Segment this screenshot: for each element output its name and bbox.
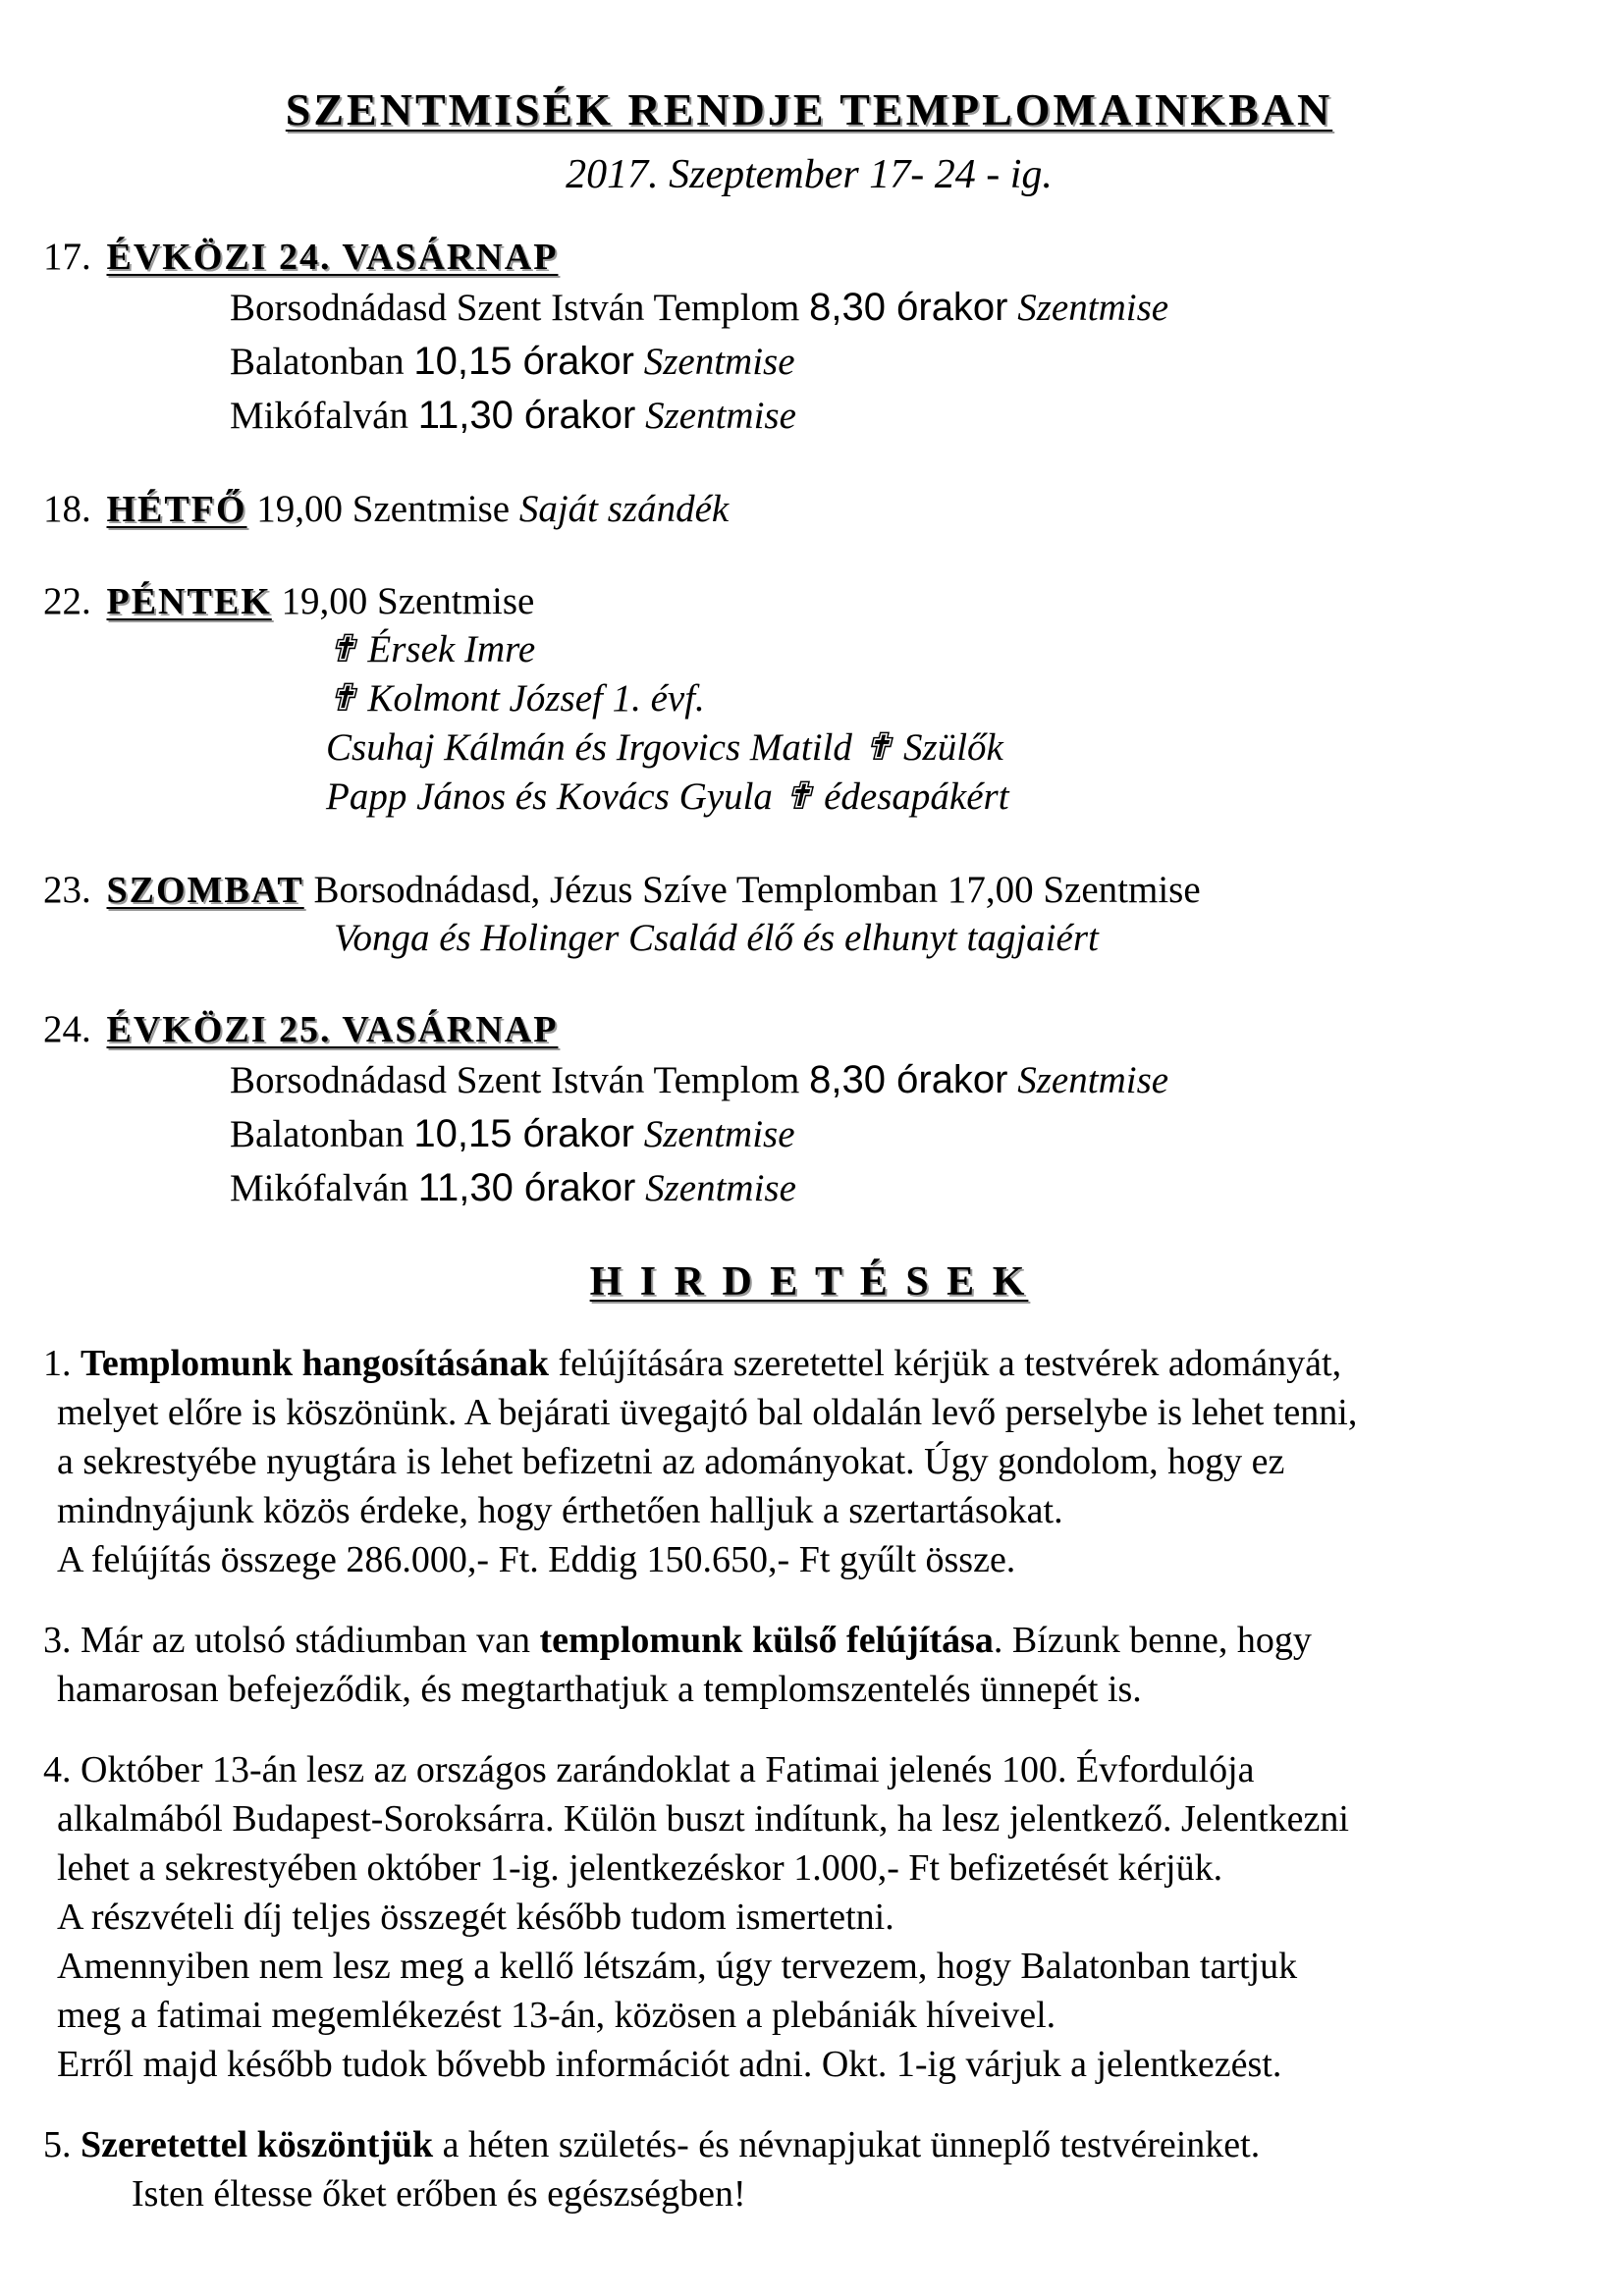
mass-time: 8,30 órakor: [809, 1058, 1008, 1101]
mass-time-text: 19,00 Szentmise: [256, 488, 511, 530]
section-heading: [43, 234, 1575, 281]
section-sunday-25: [43, 1006, 1575, 1215]
mass-line: [230, 1053, 1575, 1107]
intention-list: [334, 914, 1575, 963]
mass-label: Szentmise: [645, 1167, 796, 1209]
announcement-text: . Bízunk benne, hogy: [993, 1620, 1312, 1661]
mass-time-text: Borsodnádasd, Jézus Szíve Templomban 17,00 Szentmise: [313, 869, 1201, 911]
mass-label: Szentmise: [1017, 287, 1169, 329]
mass-time: 10,15 órakor: [413, 340, 634, 383]
mass-place: Mikófalván: [230, 395, 408, 437]
mass-place: Balatonban: [230, 341, 405, 383]
mass-place: Balatonban: [230, 1113, 405, 1155]
mass-list: [230, 281, 1575, 443]
announcement-line: lehet a sekrestyében október 1-ig. jelentkezéskor 1.000,- Ft befizetését kérjük.: [57, 1847, 1223, 1889]
mass-label: Szentmise: [645, 395, 796, 437]
section-monday: [43, 486, 1575, 533]
intention-line: ✟ Kolmont József 1. évf.: [326, 677, 705, 720]
announcement-line: 4. Október 13-án lesz az országos zarándoklat a Fatimai jelenés 100. Évfordulója: [43, 1749, 1255, 1790]
section-saturday: [43, 867, 1575, 963]
intention-line: Csuhaj Kálmán és Irgovics Matild ✟ Szülők: [326, 726, 1003, 769]
announcement-line: hamarosan befejeződik, és megtarthatjuk a templomszentelés ünnepét is.: [57, 1669, 1142, 1710]
section-heading: [43, 578, 1575, 625]
announcement-text: a héten születés- és névnapjukat ünneplő testvéreinket.: [433, 2124, 1261, 2165]
mass-place: Borsodnádasd Szent István Templom: [230, 287, 800, 329]
announcement-line: Isten éltesse őket erőben és egészségben!: [132, 2173, 746, 2215]
mass-line: [230, 389, 1575, 443]
announcement-4: [43, 1745, 1575, 2089]
section-heading: [43, 1006, 1575, 1053]
announcement-line: a sekrestyébe nyugtára is lehet befizetni az adományokat. Úgy gondolom, hogy ez: [57, 1441, 1285, 1482]
section-number: 23.: [43, 869, 91, 911]
mass-place: Mikófalván: [230, 1167, 408, 1209]
mass-line: [230, 1161, 1575, 1215]
mass-time-text: 19,00 Szentmise: [281, 580, 535, 622]
announcement-text: felújítására szeretettel kérjük a testvérek adományát,: [548, 1343, 1342, 1384]
announcement-3: [43, 1616, 1575, 1714]
intention-list: [326, 625, 1575, 822]
page-title: SZENTMISÉK RENDJE TEMPLOMAINKBAN: [285, 84, 1333, 134]
announcement-bold: templomunk külső felújítása: [539, 1620, 994, 1661]
announcement-line: A felújítás összege 286.000,- Ft. Eddig 150.650,- Ft gyűlt össze.: [57, 1539, 1016, 1580]
mass-line: [230, 335, 1575, 389]
announcement-text: 1.: [43, 1343, 81, 1384]
announcement-line: Amennyiben nem lesz meg a kellő létszám, úgy tervezem, hogy Balatonban tartjuk: [57, 1946, 1298, 1987]
mass-label: Szentmise: [643, 341, 795, 383]
section-heading: [43, 867, 1575, 914]
section-number: 17.: [43, 236, 91, 278]
announcement-line: meg a fatimai megemlékezést 13-án, közösen a plebániák híveivel.: [57, 1995, 1056, 2036]
announcement-line: Erről majd később tudok bővebb információt adni. Okt. 1-ig várjuk a jelentkezést.: [57, 2044, 1282, 2085]
mass-label: Szentmise: [643, 1113, 795, 1155]
announcement-line: [43, 1339, 1575, 1388]
announcement-text: 3. Már az utolsó stádiumban van: [43, 1620, 540, 1661]
announcement-line: melyet előre is köszönünk. A bejárati üvegajtó bal oldalán levő perselybe is lehet tenni,: [57, 1392, 1358, 1433]
announcement-line: alkalmából Budapest-Soroksárra. Külön buszt indítunk, ha lesz jelentkező. Jelentkezni: [57, 1798, 1349, 1840]
intention-line: Papp János és Kovács Gyula ✟ édesapákért: [326, 775, 1009, 818]
section-number: 22.: [43, 580, 91, 622]
section-number: 24.: [43, 1008, 91, 1050]
section-day-label: PÉNTEK: [106, 581, 272, 622]
mass-time: 11,30 órakor: [417, 394, 636, 437]
section-heading: [43, 486, 1575, 533]
announcement-line: A részvételi díj teljes összegét később tudom ismertetni.: [57, 1896, 894, 1938]
mass-line: [230, 281, 1575, 335]
announcement-line: [43, 2120, 1575, 2169]
section-day-label: ÉVKÖZI 25. VASÁRNAP: [106, 1009, 559, 1050]
announcement-1: [43, 1339, 1575, 1584]
mass-line: [230, 1107, 1575, 1161]
mass-time: 10,15 órakor: [413, 1112, 634, 1155]
announcements-title: H I R D E T É S E K: [589, 1259, 1029, 1305]
announcement-bold: Templomunk hangosításának: [81, 1343, 549, 1384]
section-sunday-24: [43, 234, 1575, 443]
announcement-line: [43, 1616, 1575, 1665]
announcement-line: mindnyájunk közös érdeke, hogy érthetően halljuk a szertartásokat.: [57, 1490, 1063, 1531]
mass-intention: Saját szándék: [518, 488, 730, 530]
section-day-label: HÉTFŐ: [106, 489, 247, 530]
section-friday: [43, 578, 1575, 822]
page-subtitle: 2017. Szeptember 17- 24 - ig.: [566, 152, 1053, 197]
mass-time: 11,30 órakor: [417, 1166, 636, 1209]
mass-list: [230, 1053, 1575, 1215]
section-number: 18.: [43, 488, 91, 530]
mass-time: 8,30 órakor: [809, 286, 1008, 329]
section-day-label: SZOMBAT: [106, 870, 304, 911]
announcement-text: 5.: [43, 2124, 81, 2165]
section-day-label: ÉVKÖZI 24. VASÁRNAP: [106, 237, 559, 278]
intention-line: Vonga és Holinger Család élő és elhunyt tagjaiért: [334, 917, 1099, 959]
announcement-5: [43, 2120, 1575, 2218]
mass-place: Borsodnádasd Szent István Templom: [230, 1059, 800, 1101]
announcement-bold: Szeretettel köszöntjük: [81, 2124, 434, 2165]
intention-line: ✟ Érsek Imre: [326, 628, 536, 670]
mass-label: Szentmise: [1017, 1059, 1169, 1101]
